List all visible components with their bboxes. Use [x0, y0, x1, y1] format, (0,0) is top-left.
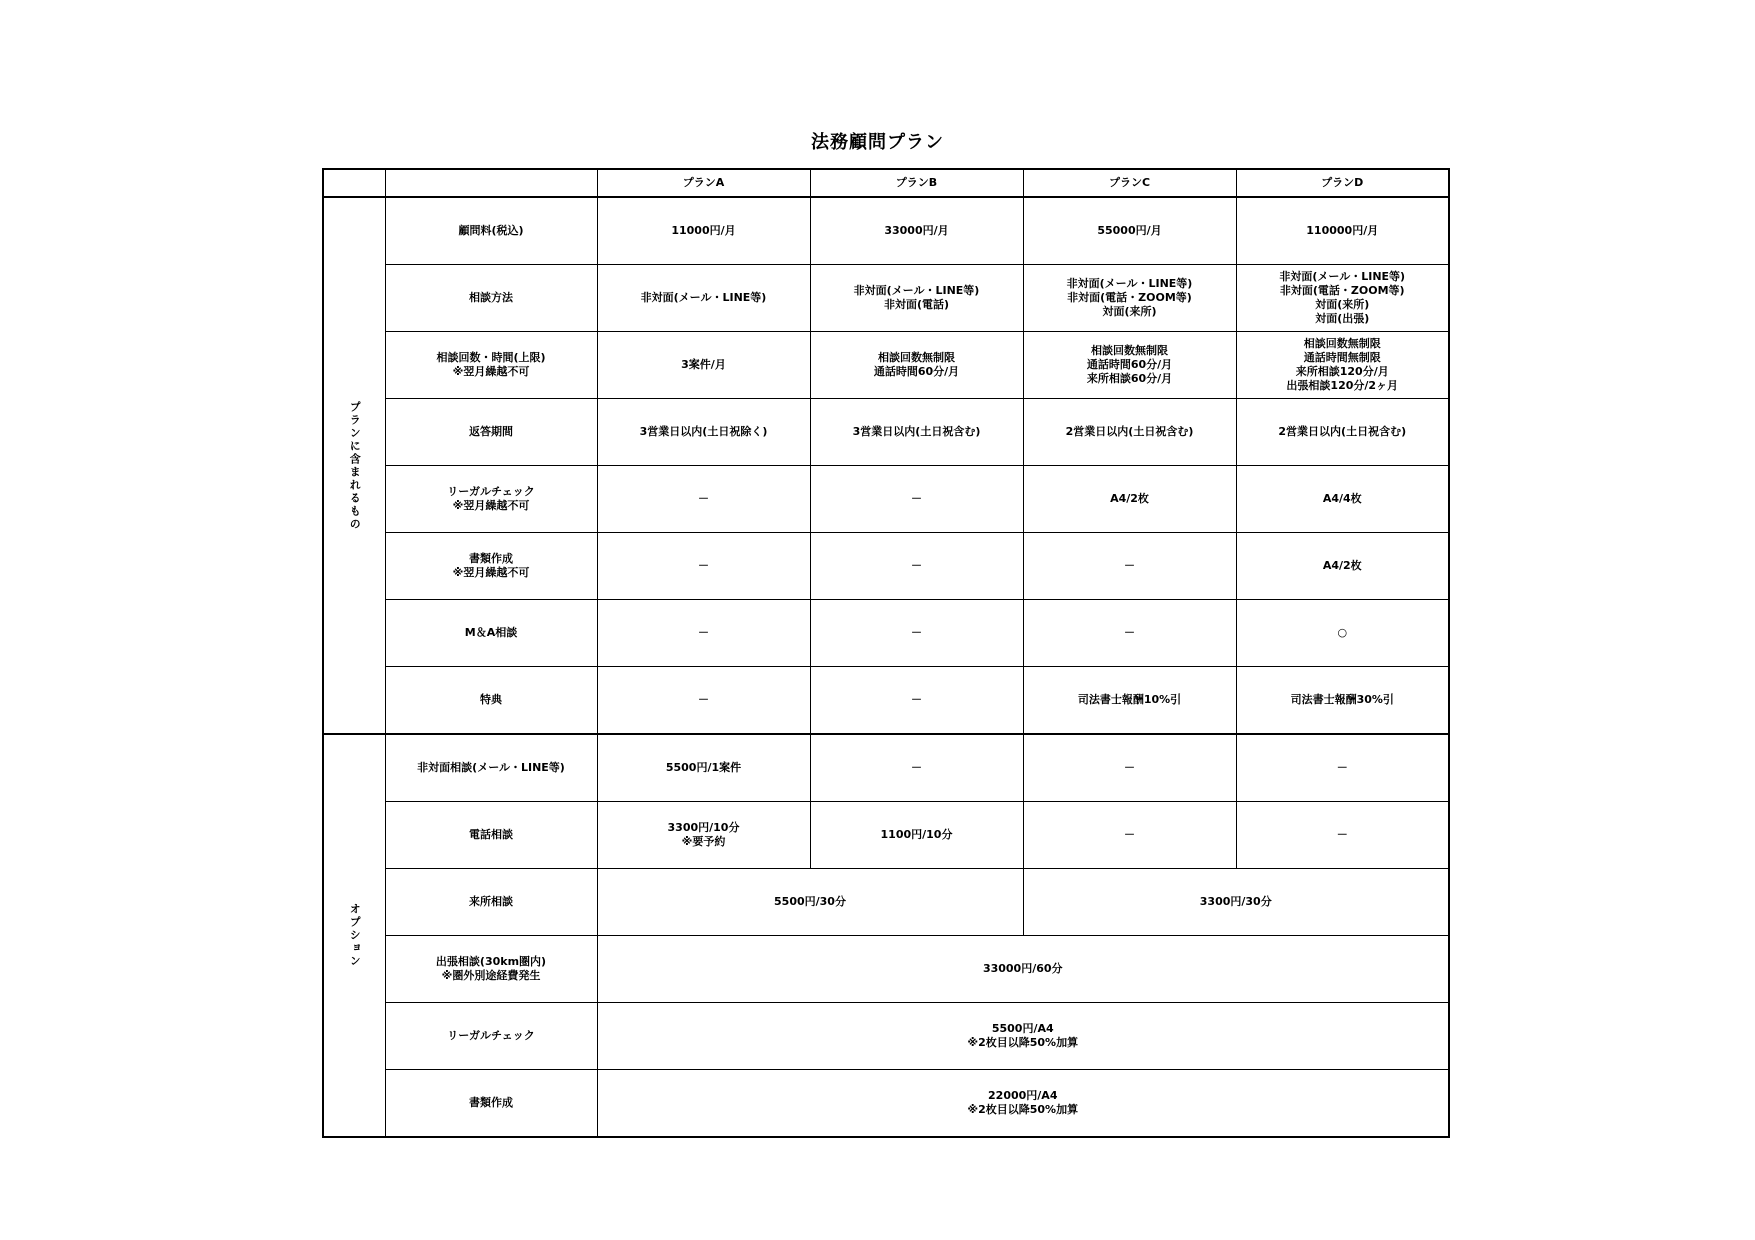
row-label: 返答期間 — [385, 399, 597, 466]
table-cell: A4/2枚 — [1236, 533, 1449, 600]
table-header-row — [323, 169, 1449, 197]
table-cell: 非対面(メール・LINE等) 非対面(電話・ZOOM等) 対面(来所) 対面(出張) — [1236, 265, 1449, 332]
table-cell: 3案件/月 — [597, 332, 810, 399]
table-cell: － — [810, 734, 1023, 802]
table-cell: 5500円/A4 ※2枚目以降50%加算 — [597, 1003, 1449, 1070]
table-row — [323, 869, 1449, 936]
group-label-included: プランに含まれるもの — [323, 197, 385, 734]
table-cell: － — [810, 667, 1023, 735]
group-label-options: オプション — [323, 734, 385, 1137]
table-cell: 5500円/30分 — [597, 869, 1023, 936]
row-label: 相談回数・時間(上限) ※翌月繰越不可 — [385, 332, 597, 399]
row-label: 来所相談 — [385, 869, 597, 936]
table-row — [323, 197, 1449, 265]
table-cell: 司法書士報酬10%引 — [1023, 667, 1236, 735]
table-row — [323, 1003, 1449, 1070]
table-cell: 司法書士報酬30%引 — [1236, 667, 1449, 735]
table-cell: A4/4枚 — [1236, 466, 1449, 533]
page-title: 法務顧問プラン — [811, 132, 944, 153]
table-row — [323, 399, 1449, 466]
table-row — [323, 667, 1449, 735]
table-cell: A4/2枚 — [1023, 466, 1236, 533]
table-cell: － — [810, 600, 1023, 667]
table-cell: 22000円/A4 ※2枚目以降50%加算 — [597, 1070, 1449, 1138]
table-cell: 5500円/1案件 — [597, 734, 810, 802]
table-cell: － — [597, 466, 810, 533]
table-cell: 3営業日以内(土日祝除く) — [597, 399, 810, 466]
row-label: 電話相談 — [385, 802, 597, 869]
header-plan-c: プランC — [1023, 169, 1236, 197]
table-cell: 非対面(メール・LINE等) 非対面(電話・ZOOM等) 対面(来所) — [1023, 265, 1236, 332]
table-row — [323, 533, 1449, 600]
row-label: 出張相談(30km圏内) ※圏外別途経費発生 — [385, 936, 597, 1003]
header-plan-a: プランA — [597, 169, 810, 197]
table-row — [323, 265, 1449, 332]
table-cell: － — [597, 667, 810, 735]
row-label: リーガルチェック — [385, 1003, 597, 1070]
table-cell: － — [1236, 734, 1449, 802]
table-cell: 2営業日以内(土日祝含む) — [1236, 399, 1449, 466]
table-cell: 110000円/月 — [1236, 197, 1449, 265]
table-cell: 11000円/月 — [597, 197, 810, 265]
table-cell: 55000円/月 — [1023, 197, 1236, 265]
table-cell: － — [1023, 600, 1236, 667]
table-cell: 相談回数無制限 通話時間60分/月 — [810, 332, 1023, 399]
row-label: M＆A相談 — [385, 600, 597, 667]
table-cell: － — [810, 466, 1023, 533]
row-label: 相談方法 — [385, 265, 597, 332]
table-row — [323, 600, 1449, 667]
row-label: 特典 — [385, 667, 597, 735]
table-cell: 非対面(メール・LINE等) 非対面(電話) — [810, 265, 1023, 332]
table-cell: 33000円/月 — [810, 197, 1023, 265]
header-plan-b: プランB — [810, 169, 1023, 197]
table-row — [323, 936, 1449, 1003]
table-row — [323, 734, 1449, 802]
table-cell: － — [597, 533, 810, 600]
table-cell: 非対面(メール・LINE等) — [597, 265, 810, 332]
table-cell: － — [1023, 734, 1236, 802]
table-cell: － — [810, 533, 1023, 600]
table-row — [323, 802, 1449, 869]
table-row — [323, 466, 1449, 533]
row-label: リーガルチェック ※翌月繰越不可 — [385, 466, 597, 533]
table-cell: － — [1236, 802, 1449, 869]
table-cell: 3300円/10分 ※要予約 — [597, 802, 810, 869]
table-cell: － — [1023, 802, 1236, 869]
header-blank-cell — [323, 169, 385, 197]
table-cell: 3営業日以内(土日祝含む) — [810, 399, 1023, 466]
table-row — [323, 1070, 1449, 1138]
table-cell: 相談回数無制限 通話時間無制限 来所相談120分/月 出張相談120分/2ヶ月 — [1236, 332, 1449, 399]
table-cell: 2営業日以内(土日祝含む) — [1023, 399, 1236, 466]
table-cell: ○ — [1236, 600, 1449, 667]
row-label: 非対面相談(メール・LINE等) — [385, 734, 597, 802]
table-cell: 33000円/60分 — [597, 936, 1449, 1003]
row-label: 書類作成 — [385, 1070, 597, 1138]
table-cell: 相談回数無制限 通話時間60分/月 来所相談60分/月 — [1023, 332, 1236, 399]
row-label: 顧問料(税込) — [385, 197, 597, 265]
table-cell: 1100円/10分 — [810, 802, 1023, 869]
table-cell: － — [597, 600, 810, 667]
plan-table — [322, 168, 1450, 1138]
header-blank-cell — [385, 169, 597, 197]
header-plan-d: プランD — [1236, 169, 1449, 197]
table-cell: － — [1023, 533, 1236, 600]
table-row — [323, 332, 1449, 399]
row-label: 書類作成 ※翌月繰越不可 — [385, 533, 597, 600]
table-cell: 3300円/30分 — [1023, 869, 1449, 936]
